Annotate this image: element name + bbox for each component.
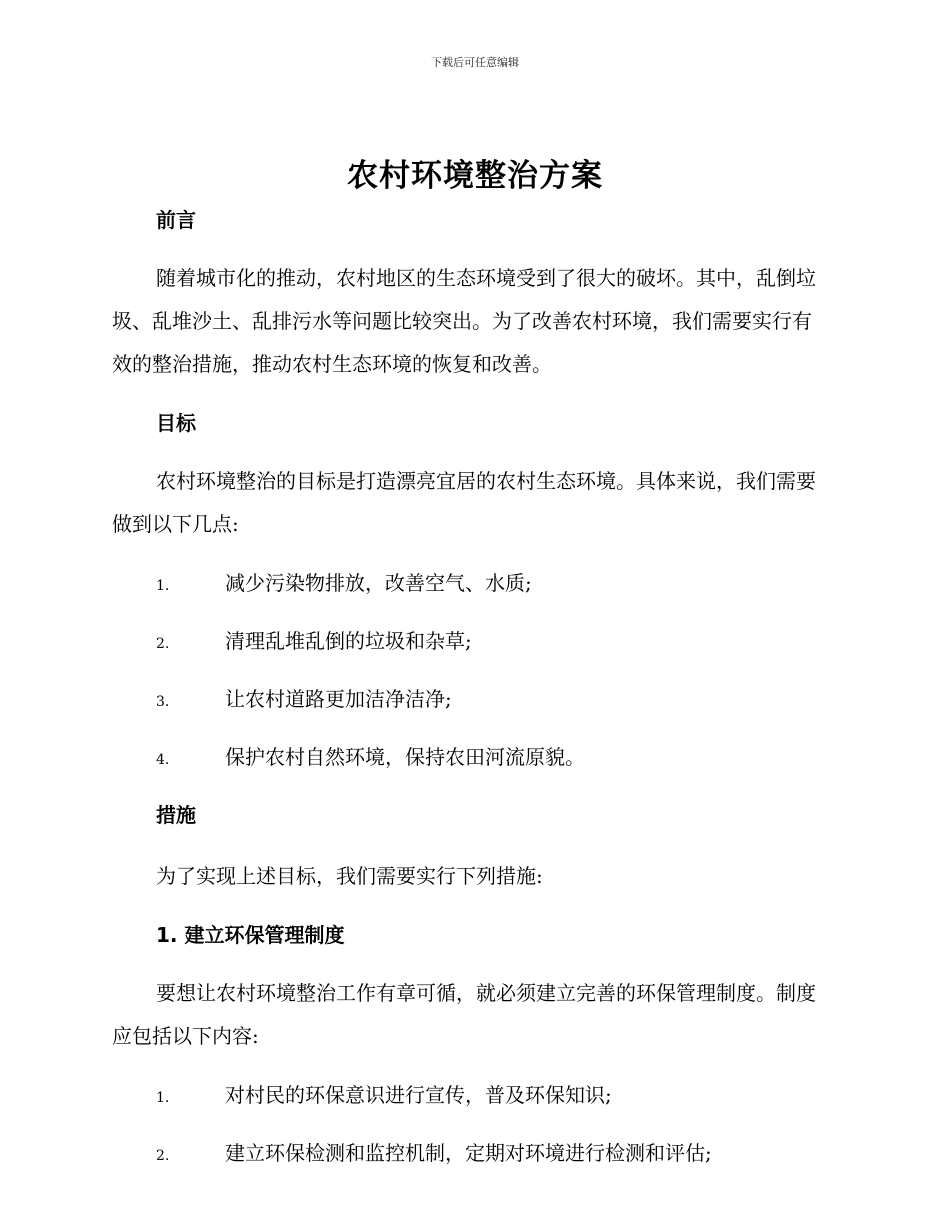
document-title: 农村环境整治方案 (347, 158, 603, 194)
measures-intro: 为了实现上述目标，我们需要实行下列措施: (156, 864, 543, 888)
list-text: 建立环保检测和监控机制，定期对环境进行检测和评估; (225, 1141, 712, 1165)
list-item (156, 626, 830, 659)
list-number: 1. (156, 1090, 170, 1106)
management-list (112, 1080, 830, 1171)
list-item (156, 742, 830, 775)
list-text: 保护农村自然环境，保持农田河流原貌。 (225, 745, 585, 769)
section-heading-goal: 目标 (156, 411, 196, 435)
list-number: 3. (156, 694, 170, 710)
management-paragraph: 要想让农村环境整治工作有章可循，就必须建立完善的环保管理制度。制度应包括以下内容: (112, 981, 816, 1048)
list-number: 1. (156, 578, 170, 594)
section-heading-measures: 措施 (156, 803, 196, 827)
document-body (112, 205, 830, 1171)
list-number: 2. (156, 1148, 170, 1164)
preface-paragraph: 随着城市化的推动，农村地区的生态环境受到了很大的破坏。其中，乱倒垃圾、乱堆沙土、乱排污水等问题比较突出。为了改善农村环境，我们需要实行有效的整治措施，推动农村生态环境的恢复和改善。 (112, 266, 816, 376)
goal-list (112, 568, 830, 775)
subsection-heading-management: 1. 建立环保管理制度 (156, 923, 345, 947)
list-number: 2. (156, 636, 170, 652)
list-item (156, 684, 830, 717)
list-text: 清理乱堆乱倒的垃圾和杂草; (225, 629, 472, 653)
list-item (156, 1138, 830, 1171)
header-note: 下载后可任意编辑 (431, 56, 519, 69)
list-text: 减少污染物排放，改善空气、水质; (225, 571, 532, 595)
list-item (156, 1080, 830, 1113)
goal-paragraph: 农村环境整治的目标是打造漂亮宜居的农村生态环境。具体来说，我们需要做到以下几点: (112, 469, 816, 536)
list-number: 4. (156, 752, 170, 768)
list-item (156, 568, 830, 601)
list-text: 让农村道路更加洁净洁净; (225, 687, 452, 711)
list-text: 对村民的环保意识进行宣传，普及环保知识; (225, 1083, 612, 1107)
section-heading-preface: 前言 (156, 208, 196, 232)
